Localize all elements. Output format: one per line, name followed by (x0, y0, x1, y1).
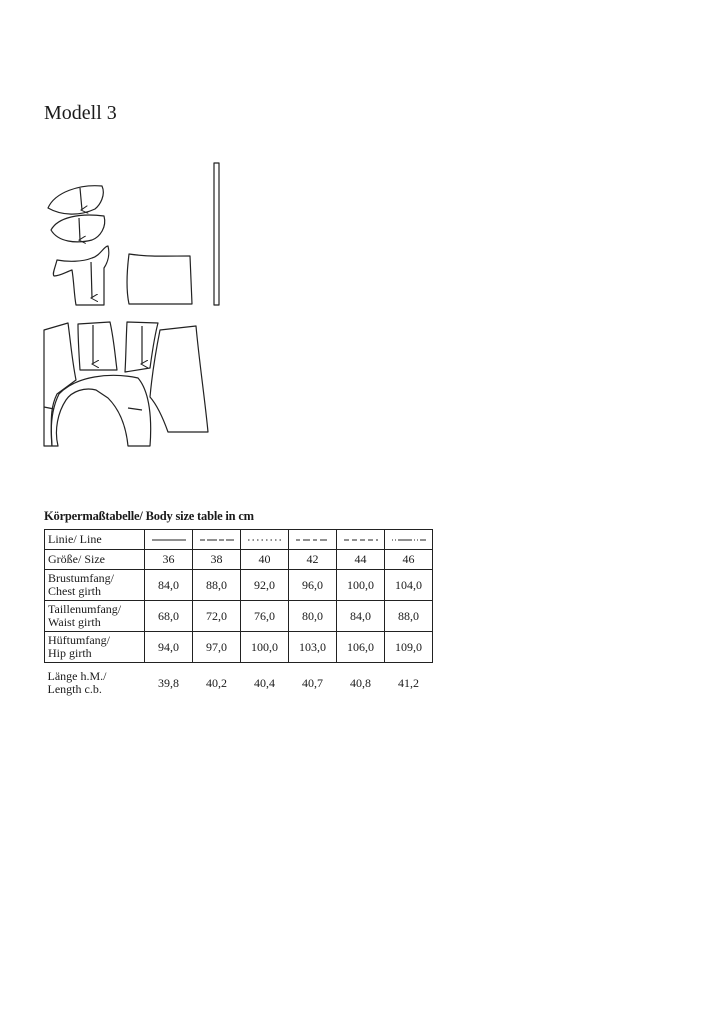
table-row-chest (45, 570, 433, 601)
pattern-pieces-diagram (0, 0, 724, 460)
row-label-chest (45, 570, 145, 601)
value-cell: 39,8 (158, 675, 179, 690)
table-row-waist (45, 601, 433, 632)
pattern-piece-skirt-back (125, 322, 158, 372)
value-cell: 68,0 (145, 601, 193, 632)
value-cell: 104,0 (385, 570, 433, 601)
value-cell: 72,0 (193, 601, 241, 632)
label-de: Taillenumfang/ (48, 602, 122, 616)
table-row-length (45, 663, 433, 704)
value-cell: 40,2 (206, 675, 227, 690)
pattern-piece-back-bodice (127, 254, 192, 304)
value-cell: 41,2 (398, 675, 419, 690)
row-label-size: Größe/ Size (45, 550, 145, 570)
pattern-piece-skirt-side-right (150, 326, 208, 432)
label-de: Brustumfang/ (48, 571, 114, 585)
pattern-piece-yoke (53, 246, 108, 305)
pattern-piece-collar-top (48, 186, 103, 214)
pattern-piece-waistband-strip (214, 163, 219, 305)
row-label-length (45, 663, 145, 704)
table-caption: Körpermaßtabelle/ Body size table in cm (44, 509, 254, 523)
line-sample-40 (241, 530, 289, 550)
size-cell: 46 (385, 550, 433, 570)
table-row-line (45, 530, 433, 550)
label-de: Hüftumfang/ (48, 633, 110, 647)
value-cell: 40,4 (254, 675, 275, 690)
line-sample-42 (289, 530, 337, 550)
pattern-piece-skirt-arc (51, 375, 150, 446)
line-sample-38 (193, 530, 241, 550)
value-cell: 76,0 (241, 601, 289, 632)
value-cell: 80,0 (289, 601, 337, 632)
value-cell: 96,0 (289, 570, 337, 601)
label-en: Chest girth (48, 584, 101, 598)
body-size-table (44, 529, 433, 703)
value-cell: 100,0 (241, 632, 289, 663)
pattern-piece-skirt-side-left (44, 323, 76, 446)
page-title: Modell 3 (44, 102, 117, 124)
value-cell: 103,0 (289, 632, 337, 663)
value-cell: 40,8 (350, 675, 371, 690)
pattern-piece-skirt-front (78, 322, 117, 370)
label-en: Waist girth (48, 615, 101, 629)
size-cell: 44 (337, 550, 385, 570)
row-label-line: Linie/ Line (45, 530, 145, 550)
value-cell: 92,0 (241, 570, 289, 601)
value-cell: 100,0 (337, 570, 385, 601)
value-cell: 84,0 (337, 601, 385, 632)
row-label-waist (45, 601, 145, 632)
value-cell: 97,0 (193, 632, 241, 663)
value-cell: 84,0 (145, 570, 193, 601)
line-sample-44 (337, 530, 385, 550)
size-cell: 42 (289, 550, 337, 570)
value-cell: 40,7 (302, 675, 323, 690)
line-sample-36 (145, 530, 193, 550)
row-label-hip (45, 632, 145, 663)
table-row-size (45, 550, 433, 570)
label-en: Length c.b. (47, 682, 102, 696)
size-cell: 36 (145, 550, 193, 570)
pattern-piece-collar-bottom (51, 215, 105, 242)
table-row-hip (45, 632, 433, 663)
value-cell: 109,0 (385, 632, 433, 663)
value-cell: 106,0 (337, 632, 385, 663)
size-cell: 40 (241, 550, 289, 570)
line-sample-46 (385, 530, 433, 550)
value-cell: 94,0 (145, 632, 193, 663)
value-cell: 88,0 (385, 601, 433, 632)
size-cell: 38 (193, 550, 241, 570)
label-en: Hip girth (48, 646, 92, 660)
value-cell: 88,0 (193, 570, 241, 601)
label-de: Länge h.M./ (47, 669, 107, 683)
